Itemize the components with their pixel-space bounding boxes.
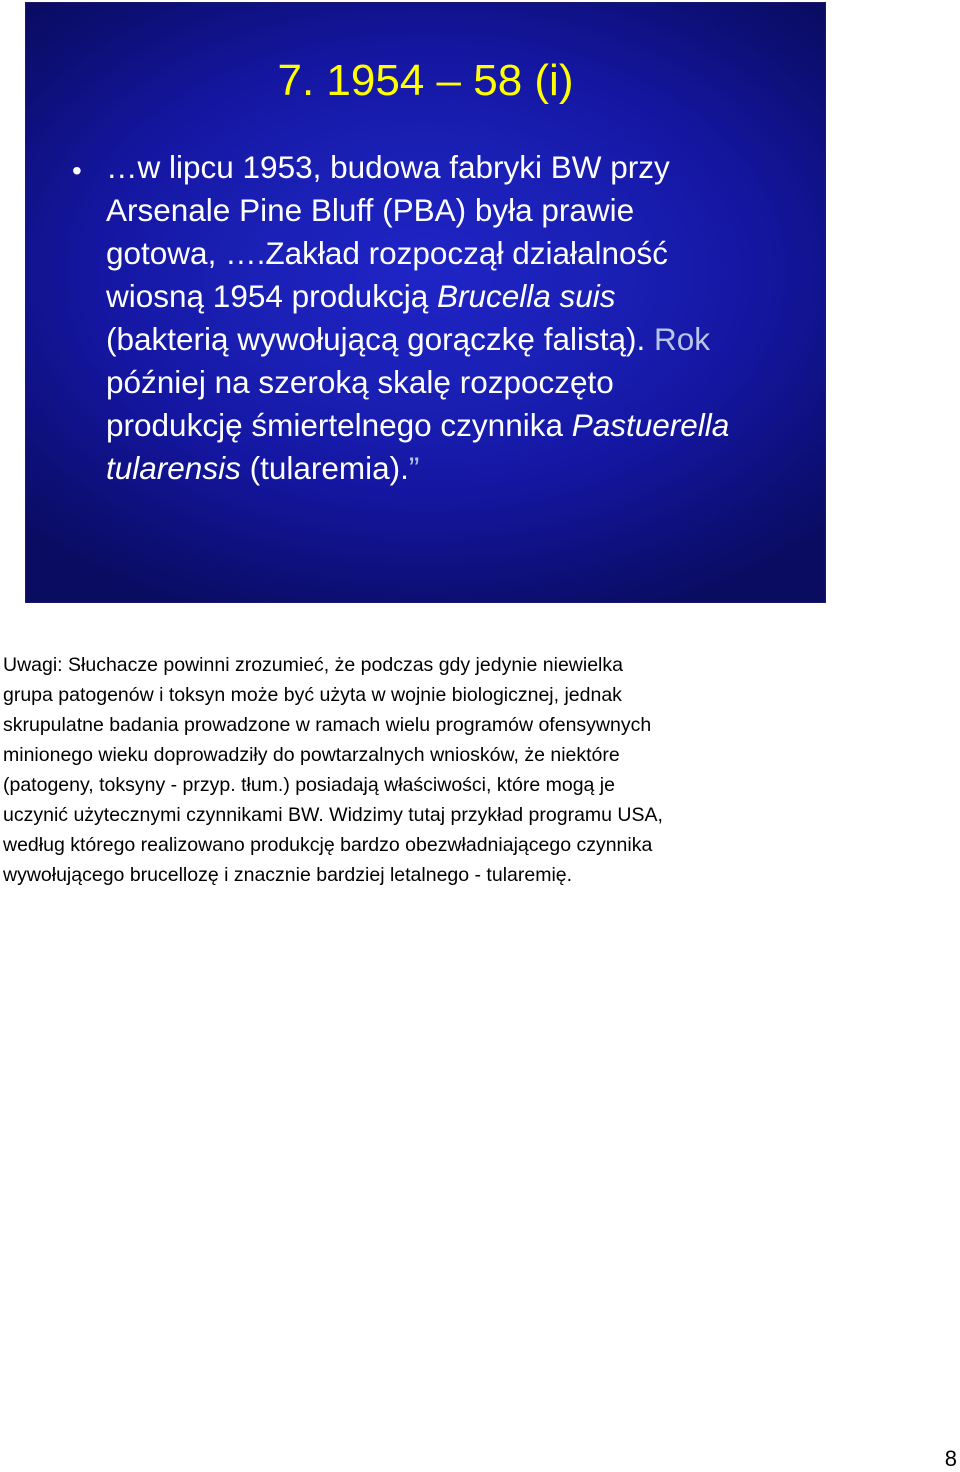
species-name-brucella: Brucella suis [436,278,616,314]
bullet-line [106,275,822,318]
bullet-line-text: (tularemia). [240,450,409,486]
page-number: 8 [944,1446,957,1471]
bullet-line-text: wiosną 1954 produkcją [106,278,437,314]
notes-line: grupa patogenów i toksyn może być użyta w wojnie biologicznej, jednak [3,684,622,706]
notes-line: skrupulatne badania prowadzone w ramach wielu programów ofensywnych [3,714,652,736]
bullet-line [106,447,822,490]
notes-line: wywołującego brucellozę i znacznie bardziej letalnego - tularemię. [3,864,573,886]
species-name-tularensis: tularensis [106,450,241,486]
slide-title: 7. 1954 – 58 (i) [277,56,574,105]
closing-quote: ” [408,450,420,486]
bullet-line-text: produkcję śmiertelnego czynnika [106,407,572,443]
bullet-line-text: (bakterią wywołującą gorączkę falistą). [106,321,654,357]
bullet-line: Arsenale Pine Bluff (PBA) była prawie [106,192,635,228]
bullet-marker: • [72,155,82,186]
bullet-line: później na szeroką skalę rozpoczęto [106,364,614,400]
bullet-line-text-light: Rok [653,321,711,357]
bullet-line: gotowa, ….Zakład rozpoczął działalność [106,235,669,271]
presentation-slide [25,2,826,603]
notes-line: (patogeny, toksyny - przyp. tłum.) posiadają właściwości, które mogą je [3,774,615,796]
bullet-line [106,318,822,361]
slide-bullet-text [106,146,822,490]
notes-line: według którego realizowano produkcję bardzo obezwładniającego czynnika [3,834,653,856]
species-name-pastuerella: Pastuerella [571,407,730,443]
notes-line: minionego wieku doprowadziły do powtarzalnych wniosków, że niektóre [3,744,620,766]
speaker-notes [3,650,953,890]
notes-line: Uwagi: Słuchacze powinni zrozumieć, że podczas gdy jedynie niewielka [3,654,623,676]
notes-line: uczynić użytecznymi czynnikami BW. Widzimy tutaj przykład programu USA, [3,804,663,826]
bullet-line [106,404,822,447]
bullet-line: …w lipcu 1953, budowa fabryki BW przy [106,149,670,185]
